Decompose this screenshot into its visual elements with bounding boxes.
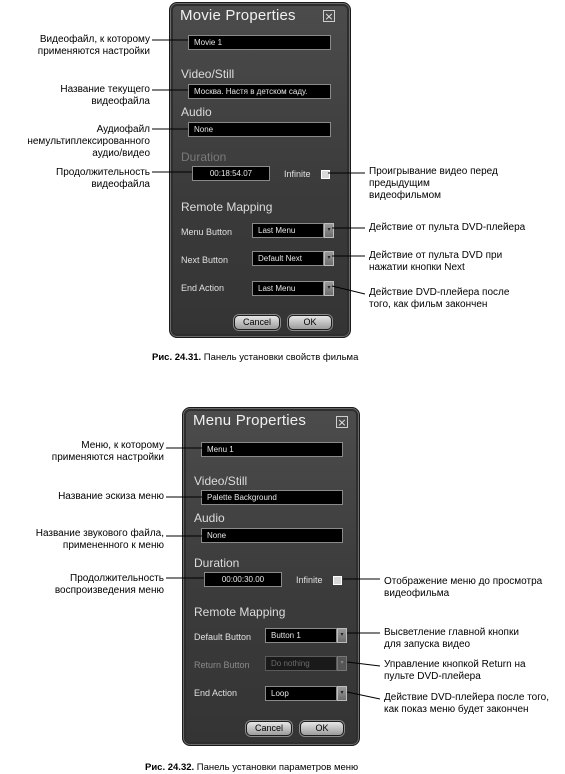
caption-number: Рис. 24.31. [152,352,202,363]
end-action-select[interactable]: Last Menu [252,281,324,296]
next-button-label: Next Button [181,255,229,265]
next-button-select[interactable]: Default Next [252,251,324,266]
annotation-menu-infinite: Отображение меню до просмотра видеофильма [384,576,543,599]
annotation-movie-end-action: Действие DVD-плейера после того, как фильм закончен [369,287,510,310]
video-file-field[interactable]: Москва. Настя в детском саду. [188,84,331,99]
dialog-title: Movie Properties [180,7,296,24]
end-action-label: End Action [181,283,225,293]
return-button-label: Return Button [194,660,250,670]
caption-text: Панель установки параметров меню [196,762,359,773]
annotation-menu-duration: Продолжительность воспроизведения меню [54,573,164,596]
annotation-menu-video: Название эскиза меню [58,491,164,502]
default-button-select[interactable]: Button 1 [265,628,337,643]
chevron-down-icon[interactable]: ▾ [324,223,334,238]
annotation-movie-duration: Продолжительность видеофайла [56,167,150,190]
annotation-movie-name: Видеофайл, к которому применяются настройки [37,34,150,57]
leader-line [347,692,380,699]
ok-button[interactable]: OK [300,721,344,736]
annotation-movie-video: Название текущего видеофайла [60,84,150,107]
menu-button-label: Menu Button [181,227,233,237]
close-icon[interactable]: × [337,416,347,429]
video-file-field[interactable]: Palette Background [201,490,343,505]
movie-name-field[interactable]: Movie 1 [188,35,331,50]
end-action-select[interactable]: Loop [265,686,337,701]
end-action-label: End Action [194,688,238,698]
menu-name-field[interactable]: Menu 1 [201,442,343,457]
chevron-down-icon[interactable]: ▾ [324,281,334,296]
audio-label: Audio [194,511,225,525]
leader-line [332,286,365,294]
annotation-movie-audio: Аудиофайл немультиплексированного аудио/видео [27,124,150,159]
annotation-menu-default-button: Высветление главной кнопки для запуска видео [384,627,519,650]
annotation-menu-return-button: Управление кнопкой Return на пульте DVD-плейера [384,659,526,682]
default-button-label: Default Button [194,632,252,642]
annotation-movie-next-button: Действие от пульта DVD при нажатии кнопки Next [369,250,503,273]
annotation-movie-menu-button: Действие от пульта DVD-плейера [369,222,526,233]
menu-button-select[interactable]: Last Menu [252,223,324,238]
leader-line [347,662,380,666]
duration-field[interactable]: 00:18:54.07 [192,166,270,181]
annotation-menu-audio: Название звукового файла, примененного к меню [35,528,164,551]
audio-file-field[interactable]: None [188,122,331,137]
annotation-menu-end-action: Действие DVD-плейера после того, как показ меню будет закончен [384,692,549,715]
duration-label: Duration [194,556,240,570]
audio-file-field[interactable]: None [201,528,343,543]
video-still-label: Video/Still [181,67,235,81]
dialog-title: Menu Properties [193,412,307,429]
cancel-button[interactable]: Cancel [234,315,280,330]
ok-button[interactable]: OK [288,315,332,330]
infinite-label: Infinite [296,575,323,585]
duration-label: Duration [181,150,227,164]
close-icon[interactable]: × [324,10,334,23]
annotation-movie-infinite: Проигрывание видео перед предыдущим видеофильмом [369,166,498,201]
return-button-select: Do nothing [265,656,337,671]
caption-number: Рис. 24.32. [145,762,195,773]
cancel-button[interactable]: Cancel [246,721,292,736]
audio-label: Audio [181,105,212,119]
chevron-down-icon[interactable]: ▾ [337,628,347,643]
remote-mapping-label: Remote Mapping [181,200,273,214]
chevron-down-icon[interactable]: ▾ [324,251,334,266]
video-still-label: Video/Still [194,474,248,488]
annotation-menu-name: Меню, к которому применяются настройки [51,440,164,463]
duration-field[interactable]: 00:00:30.00 [204,572,282,587]
caption-text: Панель установки свойств фильма [203,352,359,363]
chevron-down-icon: ▾ [337,656,347,671]
infinite-label: Infinite [284,169,311,179]
chevron-down-icon[interactable]: ▾ [337,686,347,701]
remote-mapping-label: Remote Mapping [194,605,286,619]
